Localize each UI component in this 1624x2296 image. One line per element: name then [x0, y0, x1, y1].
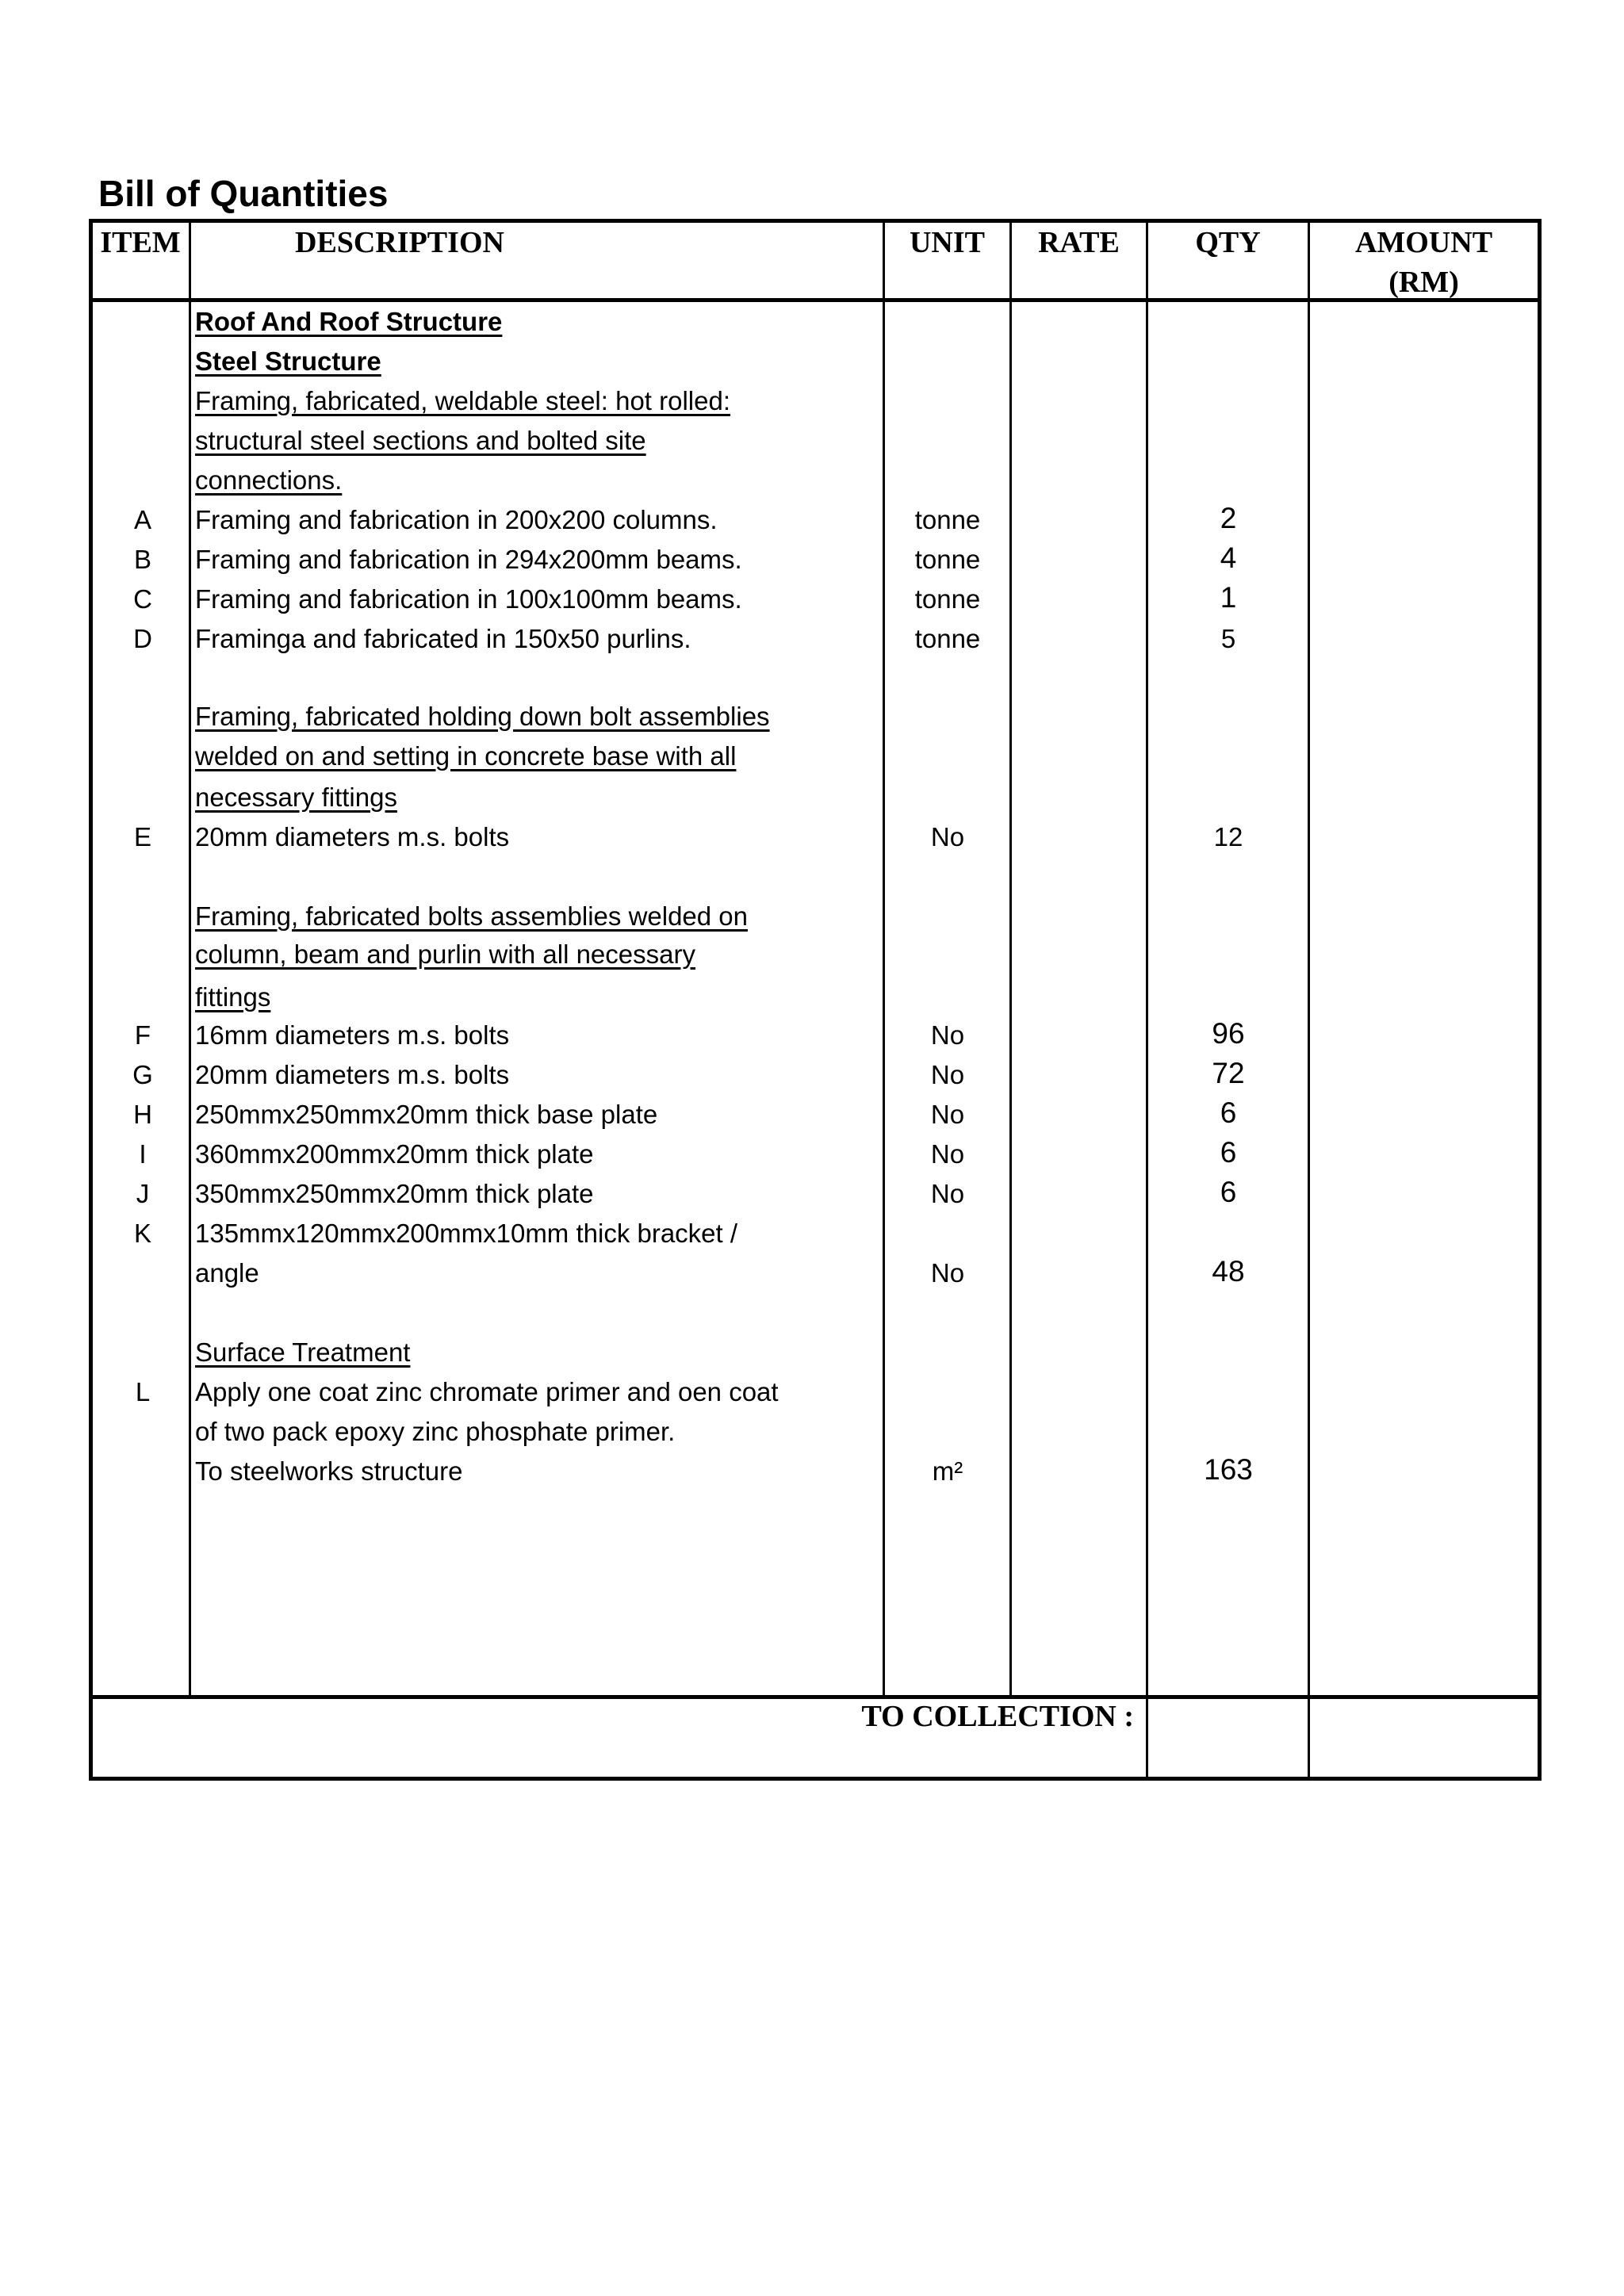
item-unit: No — [930, 1100, 965, 1129]
item-unit: No — [930, 1060, 965, 1089]
item-unit: No — [930, 1139, 965, 1169]
item-qty: 6 — [1220, 1176, 1237, 1208]
item-description: 20mm diameters m.s. bolts — [195, 822, 510, 851]
item-description: 20mm diameters m.s. bolts — [195, 1060, 510, 1089]
item-code: L — [135, 1377, 151, 1406]
group-heading-line: necessary fittings — [195, 783, 397, 812]
item-description: 350mmx250mmx20mm thick plate — [195, 1179, 594, 1208]
item-description-continued: of two pack epoxy zinc phosphate primer. — [195, 1417, 676, 1446]
header-amount-unit: (RM) — [1388, 266, 1459, 299]
item-qty: 4 — [1220, 541, 1237, 574]
item-unit: tonne — [914, 584, 981, 614]
item-description: Framing and fabrication in 200x200 columns. — [195, 505, 718, 534]
item-unit: tonne — [914, 545, 981, 574]
group-heading-line: Framing, fabricated bolts assemblies welded on — [195, 901, 749, 931]
item-unit: No — [930, 1258, 965, 1288]
group-heading-line: welded on and setting in concrete base with all — [195, 741, 737, 771]
item-description: Framinga and fabricated in 150x50 purlins. — [195, 624, 691, 653]
item-description: Apply one coat zinc chromate primer and oen coat — [195, 1377, 779, 1406]
item-code: F — [134, 1020, 151, 1050]
column-rule-qty — [1308, 219, 1310, 1781]
column-rule-item — [189, 219, 191, 1698]
item-qty: 72 — [1212, 1057, 1245, 1089]
header-unit: UNIT — [909, 226, 986, 259]
section-heading-steel: Steel Structure — [195, 346, 381, 376]
header-amount: AMOUNT — [1354, 226, 1493, 259]
item-unit: No — [930, 1020, 965, 1050]
item-description-continued: angle — [195, 1258, 259, 1288]
item-qty: 96 — [1212, 1017, 1245, 1050]
item-code: A — [133, 505, 151, 534]
item-description-continued: To steelworks structure — [195, 1456, 463, 1486]
item-code: J — [136, 1179, 150, 1208]
item-unit: No — [930, 822, 965, 851]
item-qty: 163 — [1204, 1453, 1253, 1486]
item-unit: tonne — [914, 505, 981, 534]
item-code: K — [133, 1219, 151, 1248]
section-heading-roof: Roof And Roof Structure — [195, 307, 503, 336]
header-description: DESCRIPTION — [295, 226, 504, 259]
header-item: ITEM — [100, 226, 181, 259]
item-unit: No — [930, 1179, 965, 1208]
item-code: C — [133, 584, 152, 614]
to-collection-label: TO COLLECTION : — [861, 1700, 1134, 1733]
item-code: D — [133, 624, 152, 653]
item-qty: 5 — [1220, 624, 1236, 653]
item-qty: 48 — [1212, 1255, 1245, 1288]
item-qty: 1 — [1220, 581, 1237, 614]
group-heading-line: structural steel sections and bolted site — [195, 426, 646, 455]
item-code: E — [133, 822, 151, 851]
item-unit: m² — [932, 1456, 963, 1486]
item-code: H — [133, 1100, 152, 1129]
item-qty: 2 — [1220, 502, 1237, 534]
item-code: G — [132, 1060, 153, 1089]
column-rule-rate — [1146, 219, 1148, 1781]
item-qty: 12 — [1213, 822, 1243, 851]
item-description: 135mmx120mmx200mmx10mm thick bracket / — [195, 1219, 738, 1248]
item-code: B — [133, 545, 151, 574]
header-qty: QTY — [1195, 226, 1261, 259]
group-heading-line: Framing, fabricated, weldable steel: hot rolled: — [195, 386, 731, 415]
item-description: 250mmx250mmx20mm thick base plate — [195, 1100, 658, 1129]
group-heading-line: connections. — [195, 465, 343, 495]
group-heading-line: Framing, fabricated holding down bolt assemblies — [195, 702, 770, 731]
item-qty: 6 — [1220, 1136, 1237, 1169]
group-heading-line: column, beam and purlin with all necessary — [195, 939, 695, 969]
item-description: Framing and fabrication in 100x100mm beams. — [195, 584, 742, 614]
item-code: I — [139, 1139, 147, 1169]
item-unit: tonne — [914, 624, 981, 653]
group-heading-line: fittings — [195, 982, 271, 1012]
page-title: Bill of Quantities — [98, 173, 389, 214]
header-rate: RATE — [1038, 226, 1120, 259]
item-description: 16mm diameters m.s. bolts — [195, 1020, 510, 1050]
item-description: 360mmx200mmx20mm thick plate — [195, 1139, 594, 1169]
group-heading-surface-treatment: Surface Treatment — [195, 1337, 411, 1367]
item-description: Framing and fabrication in 294x200mm beams. — [195, 545, 742, 574]
item-qty: 6 — [1220, 1096, 1237, 1129]
